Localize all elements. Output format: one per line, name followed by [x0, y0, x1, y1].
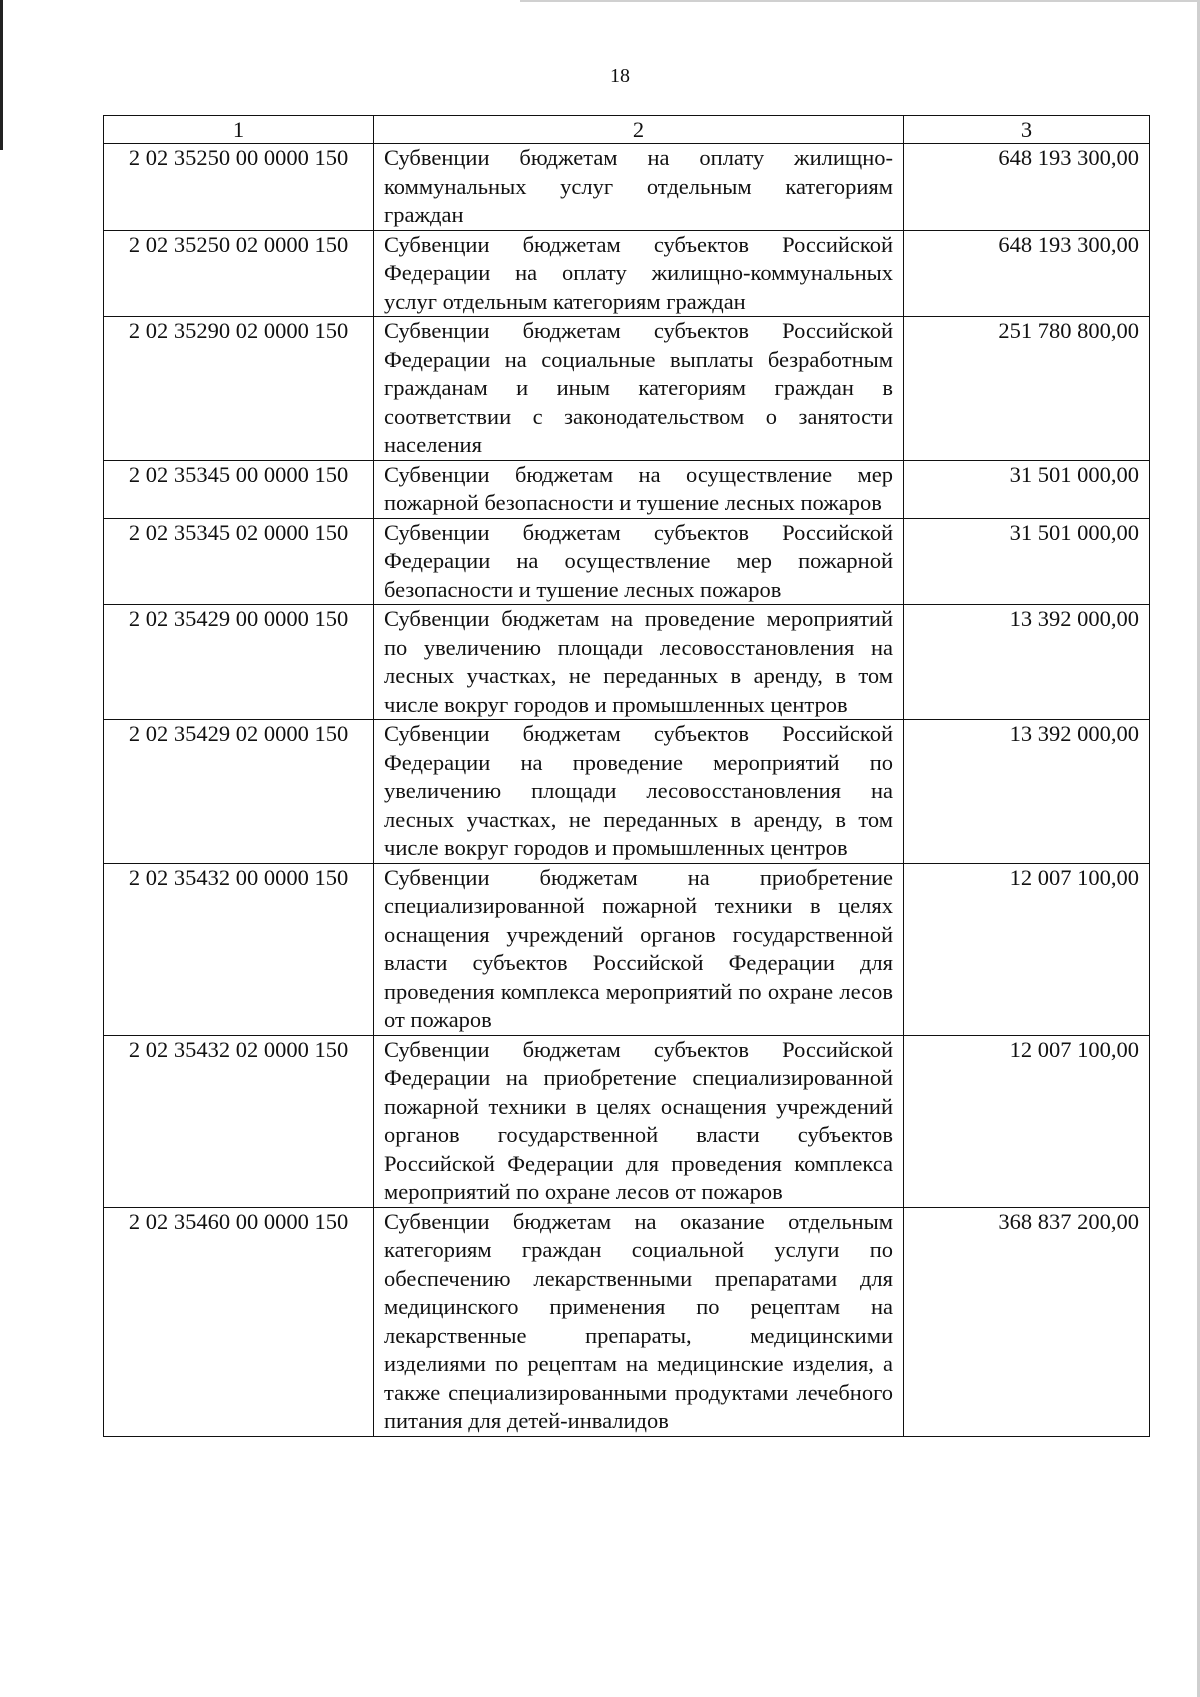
amount-cell: 251 780 800,00: [904, 317, 1150, 461]
description-cell: Субвенции бюджетам субъектов Российской Федерации на проведение мероприятий по увеличению площади лесовосстановления на лесных участках, не переданных в аренду, в том числе вокруг городов и промышленных центров: [374, 720, 904, 864]
description-cell: Субвенции бюджетам на оказание отдельным категориям граждан социальной услуги по обеспечению лекарственными препаратами для медицинского применения по рецептам на лекарственные препараты, медицинскими изделиями по рецептам на медицинские изделия, а также специализированными продуктами лечебного питания для детей-инвалидов: [374, 1207, 904, 1436]
amount-cell: 648 193 300,00: [904, 230, 1150, 317]
table-row: [104, 144, 1150, 231]
amount-cell: 31 501 000,00: [904, 460, 1150, 518]
budget-code-cell: 2 02 35345 02 0000 150: [104, 518, 374, 605]
table-row: [104, 720, 1150, 864]
budget-table: [103, 115, 1150, 1437]
table-row: [104, 230, 1150, 317]
amount-cell: 12 007 100,00: [904, 1035, 1150, 1207]
table-row: [104, 1207, 1150, 1436]
table-row: [104, 518, 1150, 605]
table-header-row: [104, 116, 1150, 144]
description-cell: Субвенции бюджетам субъектов Российской Федерации на социальные выплаты безработным гражданам и иным категориям граждан в соответствии с законодательством о занятости населения: [374, 317, 904, 461]
budget-code-cell: 2 02 35432 02 0000 150: [104, 1035, 374, 1207]
budget-code-cell: 2 02 35250 00 0000 150: [104, 144, 374, 231]
description-cell: Субвенции бюджетам субъектов Российской Федерации на оплату жилищно-коммунальных услуг отдельным категориям граждан: [374, 230, 904, 317]
budget-code-cell: 2 02 35345 00 0000 150: [104, 460, 374, 518]
amount-cell: 13 392 000,00: [904, 605, 1150, 720]
budget-code-cell: 2 02 35429 00 0000 150: [104, 605, 374, 720]
budget-code-cell: 2 02 35250 02 0000 150: [104, 230, 374, 317]
budget-code-cell: 2 02 35429 02 0000 150: [104, 720, 374, 864]
amount-cell: 13 392 000,00: [904, 720, 1150, 864]
budget-code-cell: 2 02 35290 02 0000 150: [104, 317, 374, 461]
description-cell: Субвенции бюджетам субъектов Российской Федерации на осуществление мер пожарной безопасности и тушение лесных пожаров: [374, 518, 904, 605]
scan-edge-top: [520, 0, 1200, 2]
table-row: [104, 863, 1150, 1035]
description-cell: Субвенции бюджетам на осуществление мер пожарной безопасности и тушение лесных пожаров: [374, 460, 904, 518]
description-cell: Субвенции бюджетам на приобретение специализированной пожарной техники в целях оснащения учреждений органов государственной власти субъектов Российской Федерации для проведения комплекса мероприятий по охране лесов от пожаров: [374, 863, 904, 1035]
amount-cell: 648 193 300,00: [904, 144, 1150, 231]
column-header-code: 1: [104, 116, 374, 144]
table-row: [104, 1035, 1150, 1207]
column-header-description: 2: [374, 116, 904, 144]
column-header-amount: 3: [904, 116, 1150, 144]
page-number: 18: [610, 65, 630, 87]
amount-cell: 368 837 200,00: [904, 1207, 1150, 1436]
budget-code-cell: 2 02 35460 00 0000 150: [104, 1207, 374, 1436]
table-row: [104, 317, 1150, 461]
description-cell: Субвенции бюджетам субъектов Российской Федерации на приобретение специализированной пожарной техники в целях оснащения учреждений органов государственной власти субъектов Российской Федерации для проведения комплекса мероприятий по охране лесов от пожаров: [374, 1035, 904, 1207]
table-row: [104, 460, 1150, 518]
description-cell: Субвенции бюджетам на оплату жилищно-коммунальных услуг отдельным категориям граждан: [374, 144, 904, 231]
description-cell: Субвенции бюджетам на проведение мероприятий по увеличению площади лесовосстановления на лесных участках, не переданных в аренду, в том числе вокруг городов и промышленных центров: [374, 605, 904, 720]
budget-code-cell: 2 02 35432 00 0000 150: [104, 863, 374, 1035]
table-row: [104, 605, 1150, 720]
amount-cell: 31 501 000,00: [904, 518, 1150, 605]
amount-cell: 12 007 100,00: [904, 863, 1150, 1035]
